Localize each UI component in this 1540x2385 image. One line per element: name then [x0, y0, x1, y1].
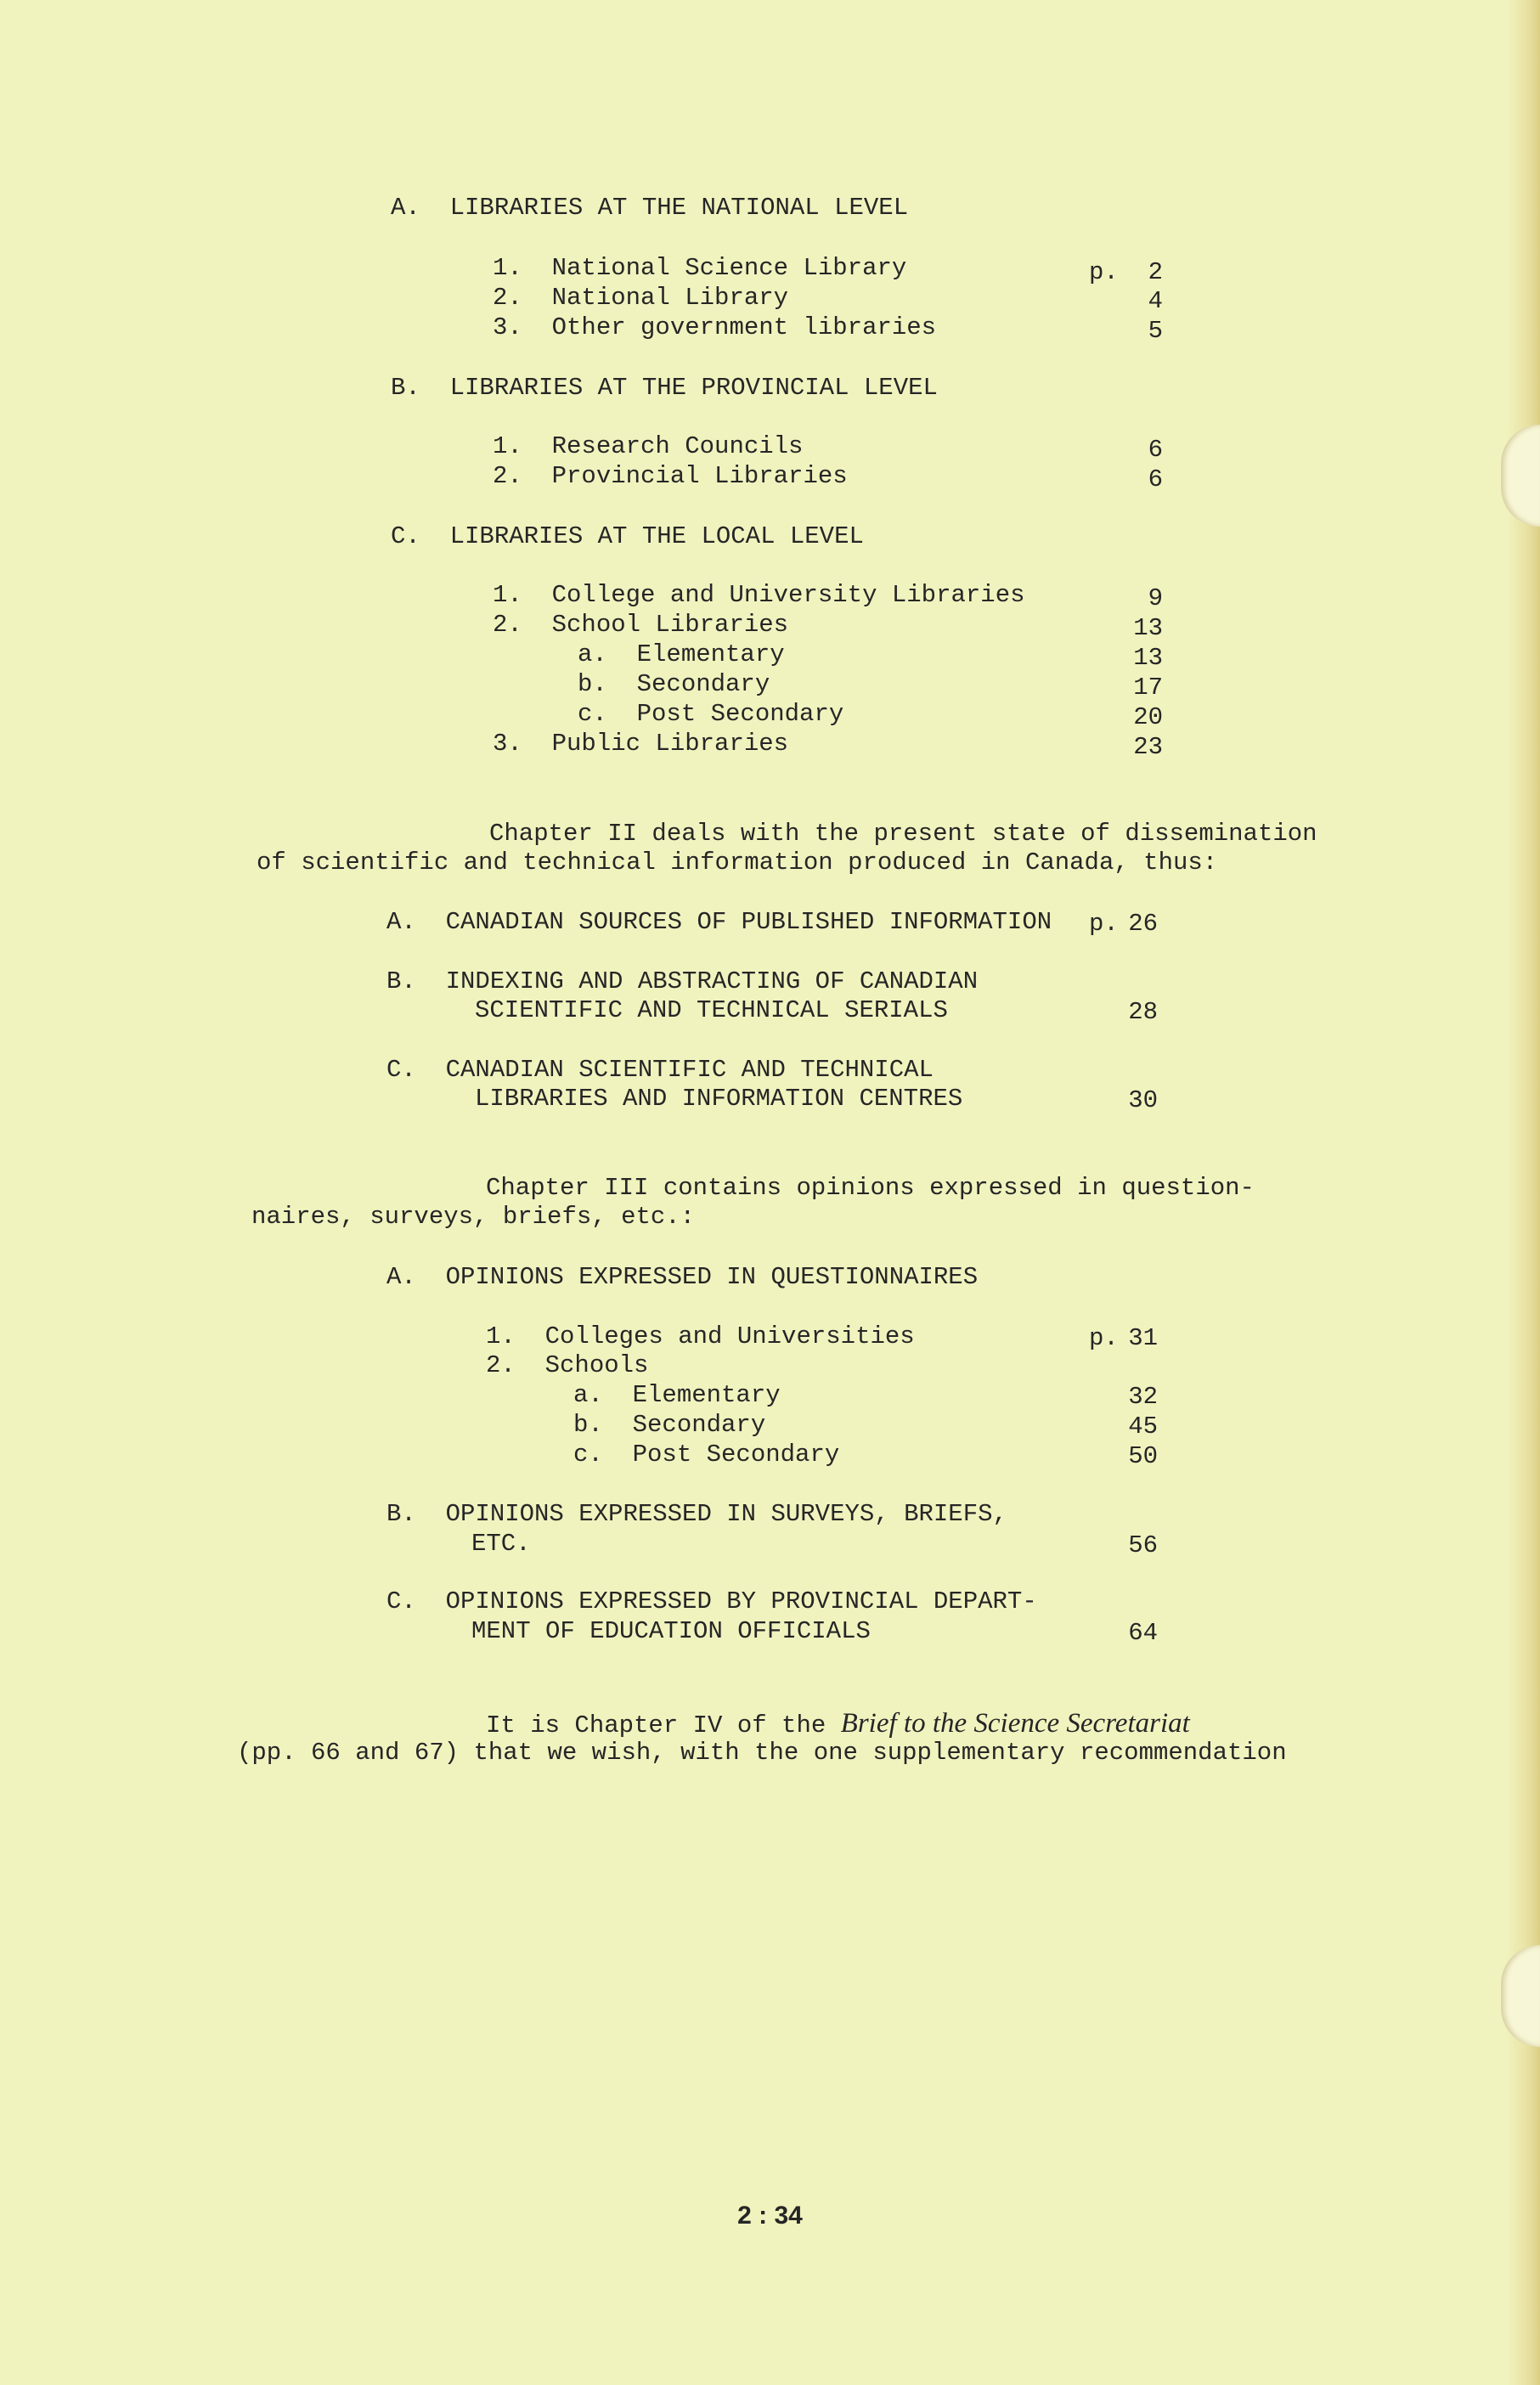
section-heading-cont: ETC.: [471, 1530, 531, 1558]
page-number: 6: [1148, 465, 1163, 493]
toc-entry: 2. Provincial Libraries: [493, 462, 848, 490]
brief-title: Brief to the Science Secretariat: [840, 1708, 1190, 1739]
page-prefix: p.: [1089, 910, 1119, 938]
toc-entry: 3. Public Libraries: [493, 730, 789, 758]
page-number: 30: [1128, 1086, 1158, 1114]
section-heading-cont: LIBRARIES AND INFORMATION CENTRES: [475, 1085, 963, 1113]
page-prefix: p.: [1089, 258, 1119, 286]
section-heading-cont: MENT OF EDUCATION OFFICIALS: [471, 1617, 871, 1645]
toc-subentry: c. Post Secondary: [573, 1441, 840, 1469]
toc-subentry: b. Secondary: [578, 670, 770, 698]
page-prefix: p.: [1089, 1324, 1119, 1352]
toc-entry: 1. National Science Library: [493, 254, 907, 282]
paragraph-line: Chapter III contains opinions expressed in question-: [486, 1174, 1255, 1202]
page-number: 64: [1128, 1619, 1158, 1647]
section-heading: B. INDEXING AND ABSTRACTING OF CANADIAN: [386, 967, 979, 995]
paragraph-line: [486, 1710, 1190, 1738]
page-number: 20: [1133, 703, 1163, 731]
toc-entry: 2. School Libraries: [493, 611, 789, 639]
toc-subentry: a. Elementary: [573, 1381, 781, 1409]
page-number: 28: [1128, 998, 1158, 1026]
section-heading: B. OPINIONS EXPRESSED IN SURVEYS, BRIEFS,: [386, 1500, 1007, 1528]
page-number: 45: [1128, 1412, 1158, 1441]
section-heading: B. LIBRARIES AT THE PROVINCIAL LEVEL: [391, 374, 938, 402]
section-heading: C. CANADIAN SCIENTIFIC AND TECHNICAL: [386, 1056, 934, 1084]
section-heading: A. OPINIONS EXPRESSED IN QUESTIONNAIRES: [386, 1263, 979, 1291]
section-heading: C. OPINIONS EXPRESSED BY PROVINCIAL DEPART-: [386, 1587, 1037, 1615]
section-heading-cont: SCIENTIFIC AND TECHNICAL SERIALS: [475, 996, 948, 1024]
text-run: It is Chapter IV of the: [486, 1711, 841, 1739]
page-number: 13: [1133, 614, 1163, 642]
page-number: 13: [1133, 644, 1163, 672]
section-heading: A. LIBRARIES AT THE NATIONAL LEVEL: [391, 194, 909, 222]
page-number: 2: [1148, 258, 1163, 286]
page-number: 4: [1148, 287, 1163, 315]
page-number: 56: [1128, 1531, 1158, 1559]
toc-subentry: c. Post Secondary: [578, 700, 844, 728]
paragraph-line: Chapter II deals with the present state of dissemination: [489, 820, 1317, 848]
page-number: 31: [1128, 1324, 1158, 1352]
toc-subentry: b. Secondary: [573, 1411, 766, 1439]
page-number: 26: [1128, 910, 1158, 938]
toc-entry: 1. Research Councils: [493, 432, 804, 460]
page-number: 50: [1128, 1442, 1158, 1470]
page-number: 5: [1148, 317, 1163, 345]
page-number: 9: [1148, 584, 1163, 612]
page-number: 32: [1128, 1383, 1158, 1411]
toc-entry: 1. College and University Libraries: [493, 581, 1025, 609]
section-heading: C. LIBRARIES AT THE LOCAL LEVEL: [391, 522, 864, 550]
page-footer-number: 2 : 34: [737, 2202, 803, 2230]
paragraph-line: naires, surveys, briefs, etc.:: [251, 1203, 696, 1231]
section-heading: A. CANADIAN SOURCES OF PUBLISHED INFORMATION: [386, 908, 1052, 936]
toc-entry: 2. National Library: [493, 284, 789, 312]
toc-entry: 2. Schools: [486, 1351, 649, 1379]
page-number: 17: [1133, 674, 1163, 702]
toc-subentry: a. Elementary: [578, 640, 785, 668]
toc-entry: 3. Other government libraries: [493, 313, 937, 341]
paragraph-line: (pp. 66 and 67) that we wish, with the one supplementary recommendation: [237, 1739, 1287, 1767]
page-number: 23: [1133, 733, 1163, 761]
paragraph-line: of scientific and technical information produced in Canada, thus:: [257, 849, 1218, 877]
toc-entry: 1. Colleges and Universities: [486, 1322, 915, 1350]
page-number: 6: [1148, 436, 1163, 464]
